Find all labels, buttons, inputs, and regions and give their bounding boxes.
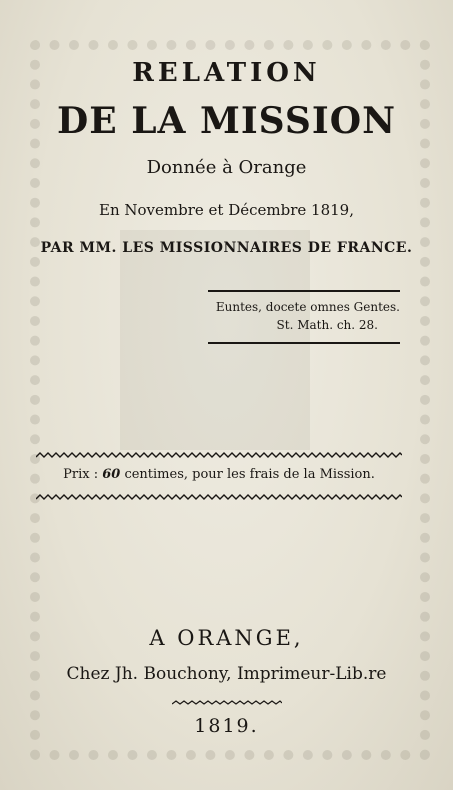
ornament-rule-small xyxy=(172,700,282,705)
ornament-rule-top xyxy=(36,452,402,458)
epigraph-top-rule xyxy=(208,290,400,292)
imprint-printer: Chez Jh. Bouchony, Imprimeur-Lib.re xyxy=(66,664,387,684)
bleed-through-vignette xyxy=(120,230,310,450)
imprint-city: A ORANGE, xyxy=(149,626,304,650)
price-label: Prix : xyxy=(63,467,99,482)
epigraph-source: St. Math. ch. 28. xyxy=(276,318,378,332)
subtitle: Donnée à Orange xyxy=(146,157,307,178)
ornament-rule-bottom xyxy=(36,494,402,500)
title-line-1: RELATION xyxy=(132,58,321,88)
imprint-year: 1819. xyxy=(194,715,259,737)
price-amount: 60 xyxy=(102,467,121,482)
authors-line: PAR MM. LES MISSIONNAIRES DE FRANCE. xyxy=(40,240,413,256)
title-line-2: DE LA MISSION xyxy=(57,100,396,142)
epigraph-bottom-rule xyxy=(208,342,400,344)
price-rest: centimes, pour les frais de la Mission. xyxy=(124,467,375,482)
epigraph-text: Euntes, docete omnes Gentes. xyxy=(215,300,400,314)
date-line: En Novembre et Décembre 1819, xyxy=(99,201,354,219)
price-line xyxy=(36,467,402,482)
